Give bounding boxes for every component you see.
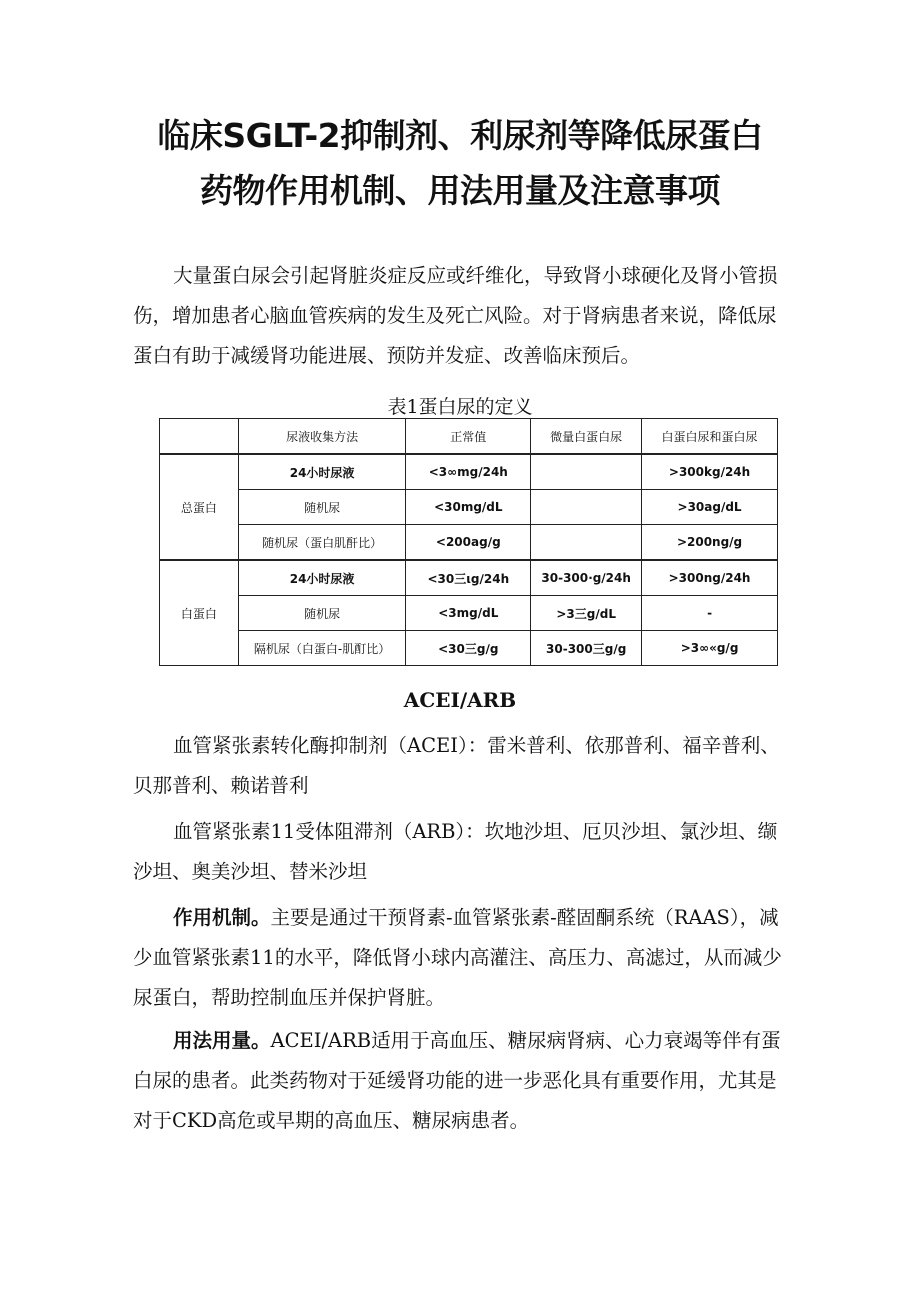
table-cell: 30-300∙g∕24h (531, 560, 642, 596)
table-cell: 随机尿 (238, 490, 406, 525)
table-cell: 隔机尿（白蛋白-肌酊比） (238, 631, 406, 666)
mechanism-label: 作用机制。 (173, 906, 271, 929)
mechanism-paragraph (133, 898, 788, 1018)
table-cell: >3∞«g/g (642, 631, 778, 666)
section-heading: ACEI/ARB (403, 688, 517, 712)
table-row (160, 525, 778, 561)
table-cell: >300ng∕24h (642, 560, 778, 596)
table-header-cell (160, 419, 239, 455)
group-label: 总蛋白 (160, 454, 239, 560)
dosage-text: ACEI/ARB适用于高血压、糖尿病肾病、心力衰竭等伴有蛋白尿的患者。此类药物对于延缓肾功能的进一步恶化具有重要作用，尤其是对于CKD高危或早期的高血压、糖尿病患者。 (133, 1029, 781, 1132)
table-cell: >300kg∕24h (642, 454, 778, 490)
table-cell: <30三ιg∕24h (406, 560, 531, 596)
table-row (160, 596, 778, 631)
table-row (160, 631, 778, 666)
intro-paragraph: 大量蛋白尿会引起肾脏炎症反应或纤维化，导致肾小球硬化及肾小管损伤，增加患者心脑血管疾病的发生及死亡风险。对于肾病患者来说，降低尿蛋白有助于减缓肾功能进展、预防并发症、改善临床预后。 (133, 264, 778, 367)
table-cell (531, 490, 642, 525)
table-header-cell: 尿液收集方法 (238, 419, 406, 455)
table-cell: >200ng/g (642, 525, 778, 561)
document-title-line2: 药物作用机制、用法用量及注意事项 (200, 171, 720, 210)
mechanism-text: 主要是通过干预肾素-血管紧张素-醛固酮系统（RAAS），减少血管紧张素11的水平，降低肾小球内高灌注、高压力、高滤过，从而减少尿蛋白，帮助控制血压并保护肾脏。 (133, 906, 782, 1009)
table-cell: 24小时尿液 (238, 454, 406, 490)
table-cell: <30mg/dL (406, 490, 531, 525)
table-cell: 30-300三g∕g (531, 631, 642, 666)
arb-paragraph: 血管紧张素11受体阻滞剂（ARB）：坎地沙坦、厄贝沙坦、氯沙坦、缬沙坦、奥美沙坦、替米沙坦 (133, 820, 778, 883)
table-cell (531, 454, 642, 490)
table-row (160, 490, 778, 525)
dosage-label: 用法用量。 (173, 1029, 271, 1052)
table-header-cell: 白蛋白尿和蛋白尿 (642, 419, 778, 455)
table-cell: 随机尿 (238, 596, 406, 631)
table-caption: 表1蛋白尿的定义 (387, 396, 533, 418)
table-cell: >3三g∕dL (531, 596, 642, 631)
table-cell: >30ag∕dL (642, 490, 778, 525)
table-cell: <30三g∕g (406, 631, 531, 666)
table-cell: 24小时尿液 (238, 560, 406, 596)
table-cell: <3mg/dL (406, 596, 531, 631)
table-cell: <3∞mg∕24h (406, 454, 531, 490)
table-row (160, 560, 778, 596)
document-title-line1: 临床SGLT-2抑制剂、利尿剂等降低尿蛋白 (157, 116, 763, 155)
acei-paragraph: 血管紧张素转化酶抑制剂（ACEI）：雷米普利、依那普利、福辛普利、贝那普利、赖诺普利 (133, 734, 780, 797)
group-label: 白蛋白 (160, 560, 239, 666)
table-cell: <200ag∕g (406, 525, 531, 561)
proteinuria-definition-table (159, 418, 778, 666)
table-cell: - (642, 596, 778, 631)
table-header-cell: 微量白蛋白尿 (531, 419, 642, 455)
table-header-row (160, 419, 778, 455)
dosage-paragraph (133, 1021, 788, 1141)
table-cell: 随机尿（蛋白肌酐比） (238, 525, 406, 561)
table-header-cell: 正常值 (406, 419, 531, 455)
table-cell (531, 525, 642, 561)
table-row (160, 454, 778, 490)
